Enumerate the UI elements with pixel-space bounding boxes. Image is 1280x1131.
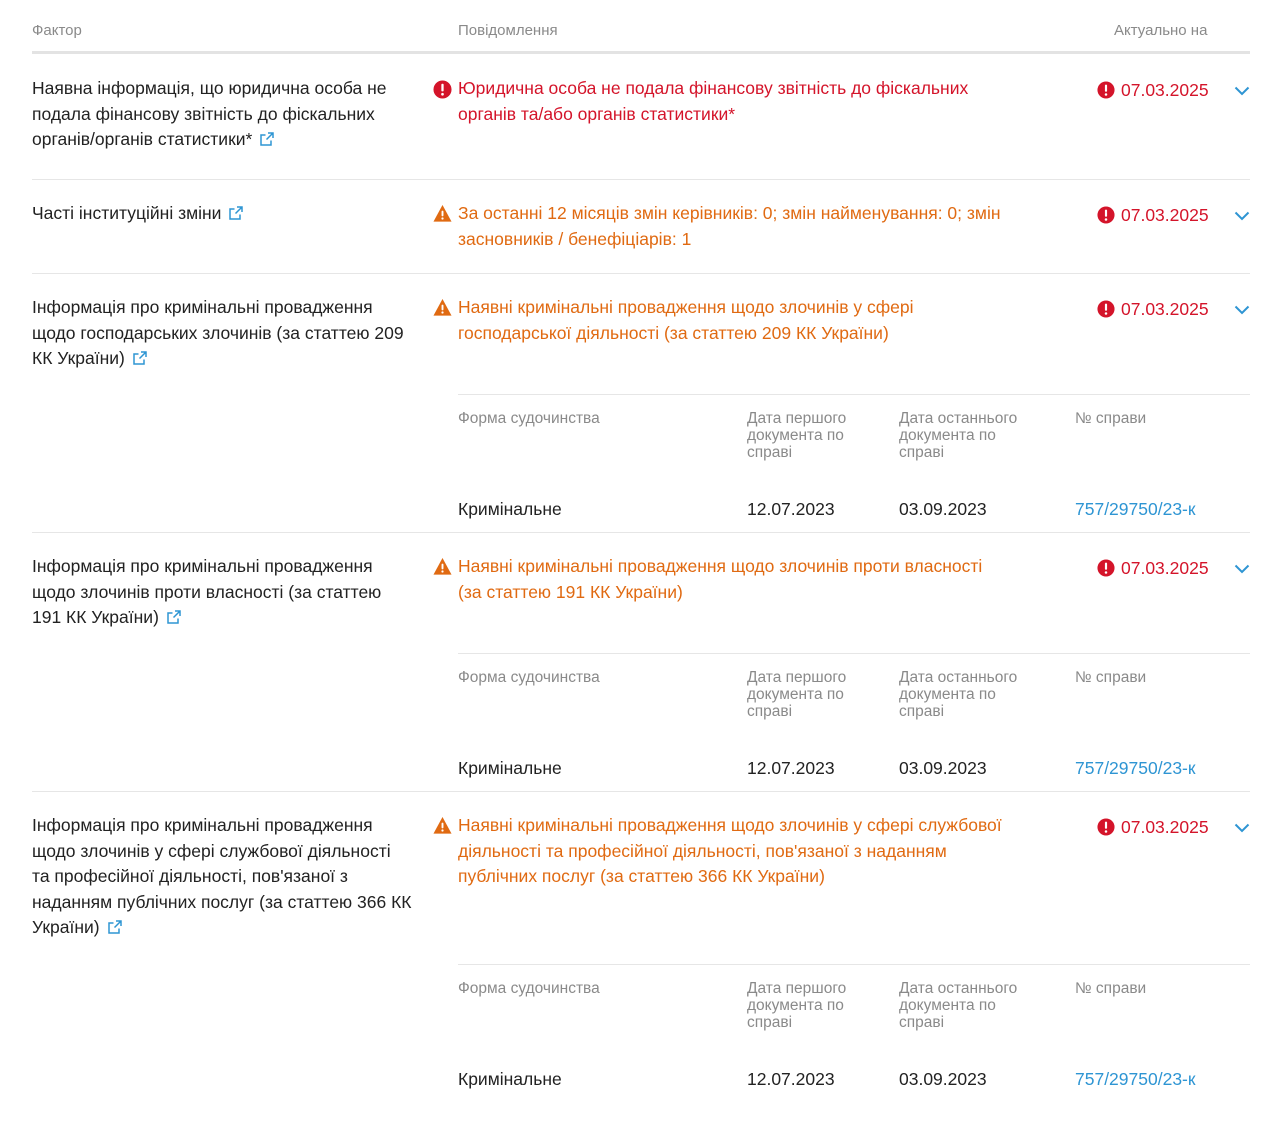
external-link-icon[interactable]: [260, 132, 274, 146]
chevron-down-icon[interactable]: [1234, 823, 1250, 833]
message-text: Наявні кримінальні провадження щодо злочинів проти власності (за статтею 191 КК України): [458, 556, 983, 602]
case-last-date: 03.09.2023: [899, 499, 987, 519]
case-first-date: 12.07.2023: [747, 1069, 835, 1089]
case-form-label: Форма судочинства: [458, 980, 600, 997]
message-text: Наявні кримінальні провадження щодо злочинів у сфері господарської діяльності (за статтею 209 КК України): [458, 297, 914, 343]
alert-icon: [1097, 818, 1115, 836]
table-row: [32, 54, 1250, 180]
factor-text: Наявна інформація, що юридична особа не подала фінансову звітність до фіскальних органів/органів статистики*: [32, 78, 387, 149]
table-row: [32, 792, 1250, 1112]
alert-icon: [1097, 206, 1115, 224]
warning-icon: [433, 204, 452, 223]
actual-date: 07.03.2025: [1121, 817, 1209, 837]
factor-text: Інформація про кримінальні провадження щодо злочинів проти власності (за статтею 191 КК України): [32, 556, 382, 627]
alert-icon: [1097, 81, 1115, 99]
case-number-link[interactable]: 757/29750/23-к: [1075, 1069, 1196, 1089]
factor-cell: [32, 295, 412, 372]
message-text: Юридична особа не подала фінансову звітність до фіскальних органів та/або органів статистики*: [458, 78, 969, 124]
table-header: [32, 0, 1250, 54]
case-details: [458, 394, 1250, 533]
warning-icon: [433, 816, 452, 835]
external-link-icon[interactable]: [108, 920, 122, 934]
actual-date: 07.03.2025: [1121, 299, 1209, 319]
factor-cell: [32, 201, 412, 227]
case-form-label: Форма судочинства: [458, 669, 600, 686]
table-row: [32, 274, 1250, 533]
case-last-date-label: Дата останнього документа по справі: [899, 410, 1018, 461]
risk-factors-table: [32, 0, 1250, 1112]
header-date: Актуально на: [1114, 22, 1208, 39]
factor-cell: [32, 76, 412, 153]
external-link-icon[interactable]: [229, 206, 243, 220]
case-number-label: № справи: [1075, 669, 1147, 686]
factor-text: Часті інституційні зміни: [32, 203, 222, 223]
warning-icon: [433, 298, 452, 317]
case-last-date: 03.09.2023: [899, 1069, 987, 1089]
alert-icon: [1097, 559, 1115, 577]
case-form-label: Форма судочинства: [458, 410, 600, 427]
case-last-date-label: Дата останнього документа по справі: [899, 669, 1018, 720]
case-first-date-label: Дата першого документа по справі: [747, 410, 847, 461]
chevron-down-icon[interactable]: [1234, 564, 1250, 574]
case-last-date: 03.09.2023: [899, 758, 987, 778]
table-row: [32, 180, 1250, 274]
error-icon: [433, 80, 452, 99]
case-first-date: 12.07.2023: [747, 499, 835, 519]
case-number-label: № справи: [1075, 980, 1147, 997]
case-details: [458, 653, 1250, 792]
chevron-down-icon[interactable]: [1234, 305, 1250, 315]
header-message: Повідомлення: [458, 22, 558, 39]
factor-cell: [32, 813, 412, 941]
actual-date: 07.03.2025: [1121, 558, 1209, 578]
case-first-date-label: Дата першого документа по справі: [747, 980, 847, 1031]
case-number-label: № справи: [1075, 410, 1147, 427]
external-link-icon[interactable]: [133, 351, 147, 365]
factor-text: Інформація про кримінальні провадження щодо господарських злочинів (за статтею 209 КК України): [32, 297, 404, 368]
alert-icon: [1097, 300, 1115, 318]
case-number-link[interactable]: 757/29750/23-к: [1075, 758, 1196, 778]
case-form: Кримінальне: [458, 1069, 562, 1089]
warning-icon: [433, 557, 452, 576]
case-last-date-label: Дата останнього документа по справі: [899, 980, 1018, 1031]
chevron-down-icon[interactable]: [1234, 211, 1250, 221]
case-first-date: 12.07.2023: [747, 758, 835, 778]
table-row: [32, 533, 1250, 792]
actual-date: 07.03.2025: [1121, 80, 1209, 100]
case-form: Кримінальне: [458, 499, 562, 519]
actual-date: 07.03.2025: [1121, 205, 1209, 225]
external-link-icon[interactable]: [167, 610, 181, 624]
message-text: Наявні кримінальні провадження щодо злочинів у сфері службової діяльності та професійної діяльності, пов'язаної з наданням публічних послуг (за статтею 366 КК України): [458, 815, 1002, 886]
case-first-date-label: Дата першого документа по справі: [747, 669, 847, 720]
factor-text: Інформація про кримінальні провадження щодо злочинів у сфері службової діяльності та професійної діяльності, пов'язаної з наданням публічних послуг (за статтею 366 КК України): [32, 815, 412, 937]
message-text: За останні 12 місяців змін керівників: 0; змін найменування: 0; змін засновників / бенефіціарів: 1: [458, 203, 1001, 249]
case-form: Кримінальне: [458, 758, 562, 778]
factor-cell: [32, 554, 412, 631]
case-number-link[interactable]: 757/29750/23-к: [1075, 499, 1196, 519]
case-details: [458, 964, 1250, 1103]
chevron-down-icon[interactable]: [1234, 86, 1250, 96]
header-factor: Фактор: [32, 22, 82, 39]
